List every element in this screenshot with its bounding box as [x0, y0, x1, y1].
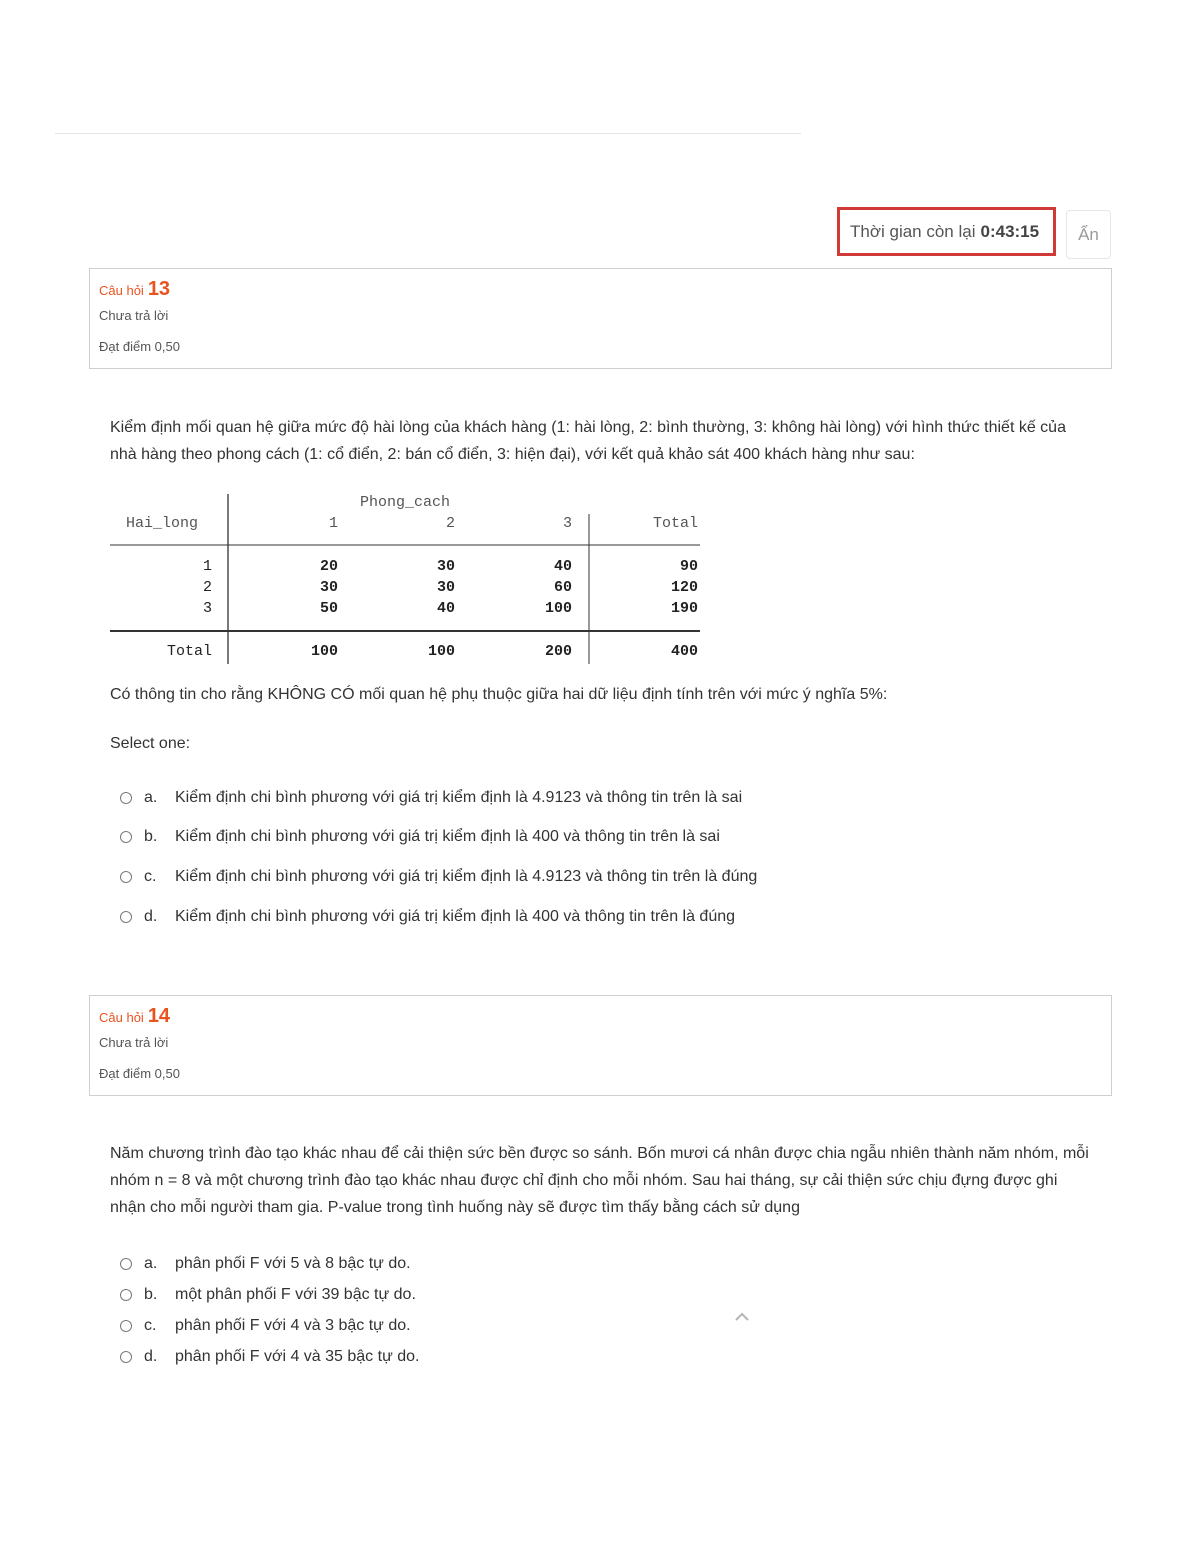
question-14-info: [89, 995, 1112, 1096]
question-grade: Đạt điểm 0,50: [99, 1066, 180, 1081]
option-text: Kiểm định chi bình phương với giá trị kiểm định là 4.9123 và thông tin trên là đúng: [175, 868, 758, 885]
table-cell: 60: [553, 579, 572, 596]
crosstab-table: [110, 492, 700, 664]
option-letter: b.: [144, 1286, 158, 1303]
option-letter: a.: [144, 1255, 158, 1272]
table-cell: 190: [670, 600, 698, 617]
timer-value: 0:43:15: [980, 221, 1040, 241]
question-state: Chưa trả lời: [99, 308, 169, 323]
table-cell: 30: [319, 579, 338, 596]
option-letter: b.: [144, 828, 158, 845]
option-letter: d.: [144, 1348, 158, 1365]
col-header: 1: [328, 515, 338, 532]
option-text: phân phối F với 4 và 35 bậc tự do.: [175, 1348, 420, 1365]
answer-option-a[interactable]: [120, 787, 742, 809]
answer-option-a[interactable]: [120, 1253, 411, 1275]
question-title-prefix: Câu hỏi: [99, 1010, 144, 1025]
total-cell: 400: [670, 643, 698, 660]
col-header: Total: [652, 515, 698, 532]
answer-option-b[interactable]: [120, 826, 720, 848]
total-cell: 200: [544, 643, 572, 660]
radio-button[interactable]: [120, 792, 132, 804]
option-text: Kiểm định chi bình phương với giá trị kiểm định là 400 và thông tin trên là sai: [175, 828, 720, 845]
answer-option-b[interactable]: [120, 1284, 416, 1306]
hide-timer-button[interactable]: Ẩn: [1066, 210, 1111, 259]
option-text: phân phối F với 4 và 3 bậc tự do.: [175, 1317, 411, 1334]
table-cell: 40: [553, 558, 572, 575]
question-number: 13: [147, 278, 171, 300]
timer-label: Thời gian còn lại: [850, 221, 976, 241]
question-14-title: [99, 1004, 1102, 1029]
radio-button[interactable]: [120, 1351, 132, 1363]
answer-option-d[interactable]: [120, 1346, 419, 1368]
total-cell: 100: [310, 643, 338, 660]
quiz-timer: [837, 207, 1056, 256]
question-13-title: [99, 277, 1102, 302]
total-cell: 100: [427, 643, 455, 660]
table-cell: 30: [436, 579, 455, 596]
table-cell: 50: [319, 600, 338, 617]
table-cell: 30: [436, 558, 455, 575]
table-cell: 90: [679, 558, 698, 575]
question-13-info: [89, 268, 1112, 369]
option-text: phân phối F với 5 và 8 bậc tự do.: [175, 1255, 411, 1272]
chevron-up-icon[interactable]: [734, 1310, 750, 1324]
table-cell: 100: [544, 600, 572, 617]
answer-option-c[interactable]: [120, 1315, 411, 1337]
row-label: 2: [202, 579, 212, 596]
crosstab-lines: [110, 492, 700, 664]
question-state: Chưa trả lời: [99, 1035, 169, 1050]
question-grade: Đạt điểm 0,50: [99, 339, 180, 354]
row-label: 3: [202, 600, 212, 617]
option-letter: a.: [144, 789, 158, 806]
table-cell: 120: [670, 579, 698, 596]
table-cell: 20: [319, 558, 338, 575]
radio-button[interactable]: [120, 831, 132, 843]
radio-button[interactable]: [120, 871, 132, 883]
row-label: 1: [202, 558, 212, 575]
question-14-text: Năm chương trình đào tạo khác nhau để cải thiện sức bền được so sánh. Bốn mươi cá nhân được chia ngẫu nhiên thành năm nhóm, mỗi nhóm n = 8 và một chương trình đào tạo khác nhau được chỉ định cho mỗi nhóm. Sau hai tháng, sự cải thiện sức chịu đựng được ghi nhận cho mỗi người tham gia. P-value trong tình huống này sẽ được tìm thấy bằng cách sử dụng: [110, 1145, 1089, 1216]
radio-button[interactable]: [120, 1289, 132, 1301]
col-var-label: Phong_cach: [360, 494, 451, 511]
option-text: Kiểm định chi bình phương với giá trị kiểm định là 4.9123 và thông tin trên là sai: [175, 789, 743, 806]
col-header: 2: [445, 515, 455, 532]
answer-option-c[interactable]: [120, 866, 757, 888]
question-13-claim: Có thông tin cho rằng KHÔNG CÓ mối quan hệ phụ thuộc giữa hai dữ liệu định tính trên với mức ý nghĩa 5%:: [110, 686, 888, 703]
col-header: 3: [562, 515, 572, 532]
total-row-label: Total: [166, 643, 212, 660]
radio-button[interactable]: [120, 1320, 132, 1332]
answer-option-d[interactable]: [120, 906, 735, 928]
option-letter: c.: [144, 868, 157, 885]
radio-button[interactable]: [120, 1258, 132, 1270]
select-one-prompt: Select one:: [110, 735, 191, 752]
table-cell: 40: [436, 600, 455, 617]
option-text: một phân phối F với 39 bậc tự do.: [175, 1286, 416, 1303]
question-title-prefix: Câu hỏi: [99, 283, 144, 298]
question-13-text: Kiểm định mối quan hệ giữa mức độ hài lòng của khách hàng (1: hài lòng, 2: bình thường, 3: không hài lòng) với hình thức thiết kế của nhà hàng theo phong cách (1: cổ điển, 2: bán cổ điển, 3: hiện đại), với kết quả khảo sát 400 khách hàng như sau:: [110, 419, 1066, 463]
option-letter: d.: [144, 908, 158, 925]
row-var-label: Hai_long: [126, 515, 199, 532]
question-number: 14: [147, 1005, 171, 1027]
option-text: Kiểm định chi bình phương với giá trị kiểm định là 400 và thông tin trên là đúng: [175, 908, 736, 925]
radio-button[interactable]: [120, 911, 132, 923]
option-letter: c.: [144, 1317, 157, 1334]
top-divider: [55, 133, 801, 134]
